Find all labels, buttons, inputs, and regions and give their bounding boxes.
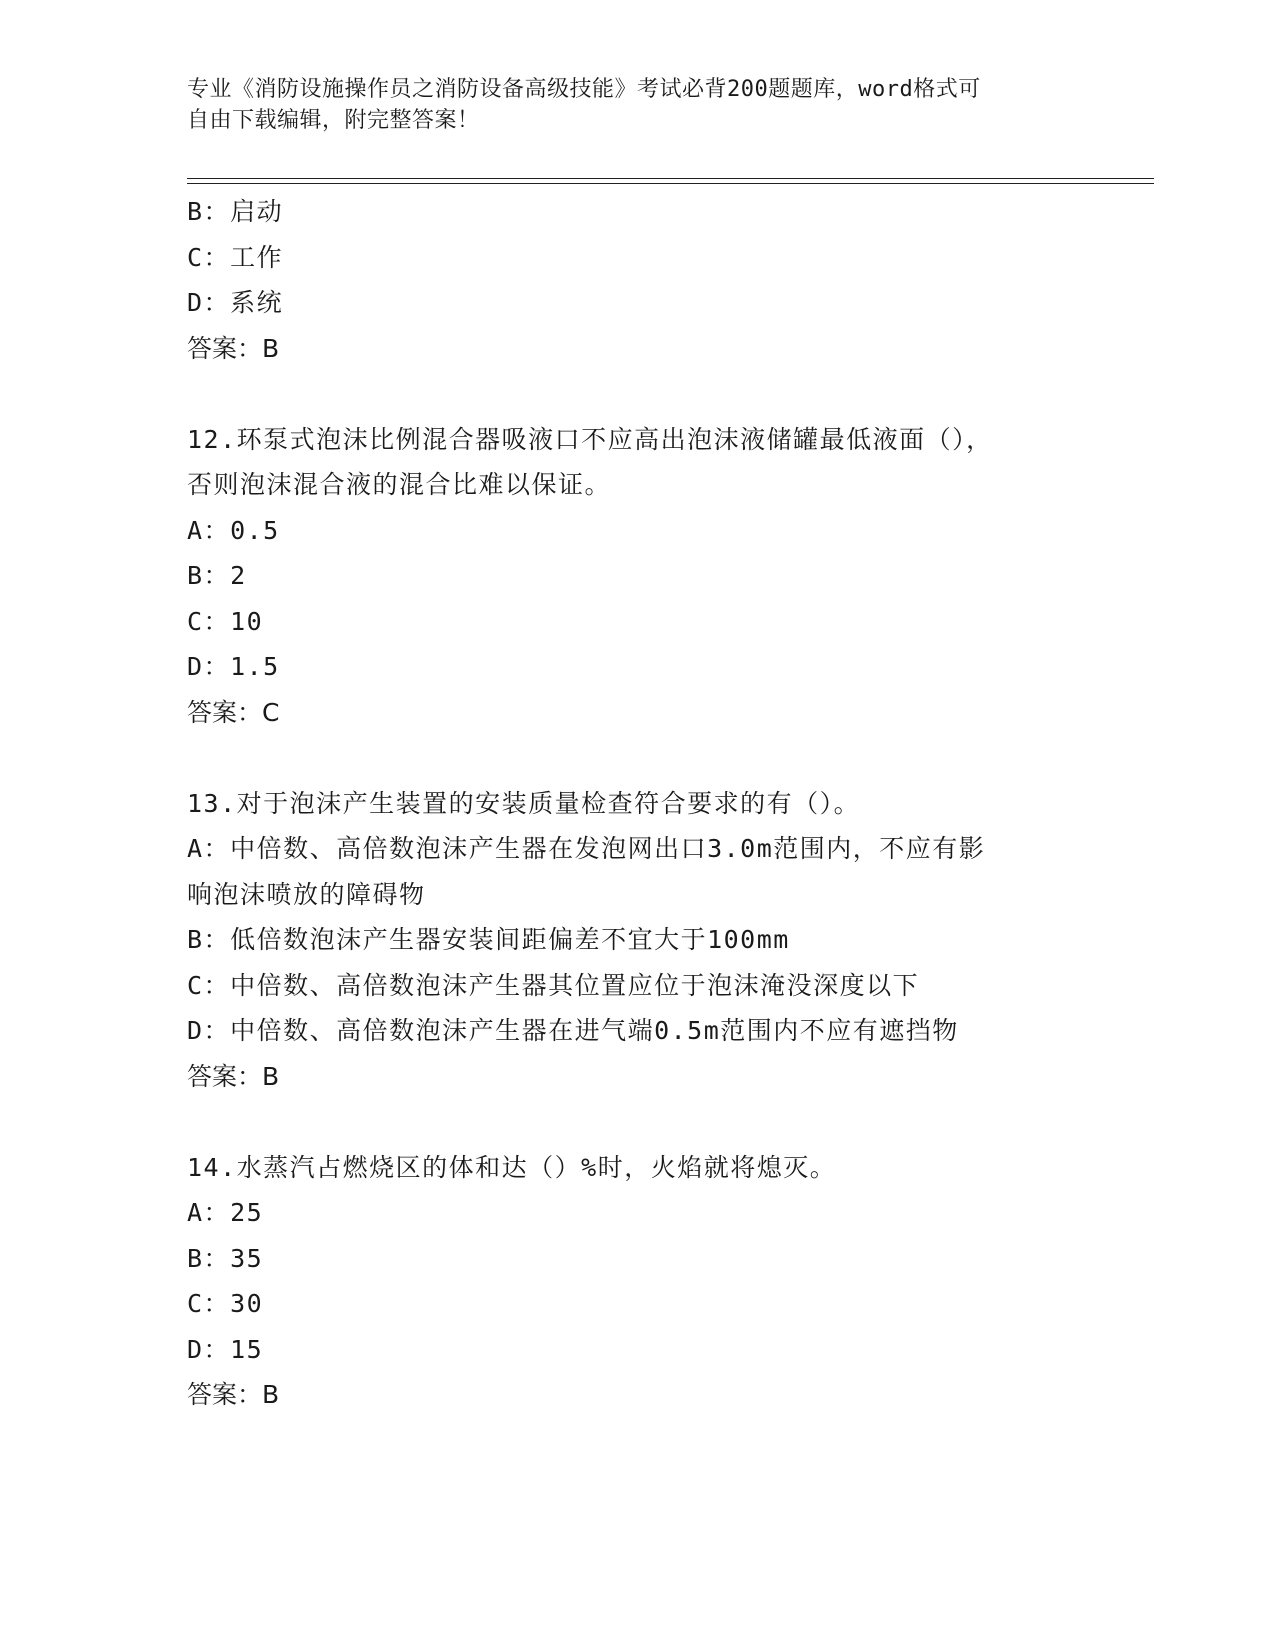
spacer [187,371,1087,417]
question-12 [187,417,1087,736]
option-a-continued: 响泡沫喷放的障碍物 [187,879,426,909]
option-c: C：工作 [187,242,284,272]
answer-line: 答案：B [187,333,280,363]
option-c: C：10 [187,606,264,636]
option-a: A：中倍数、高倍数泡沫产生器在发泡网出口3.0m范围内，不应有影 [187,834,986,863]
header-line-2: 自由下载编辑，附完整答案！ [187,108,480,133]
question-13 [187,781,1087,1100]
header-line-1: 专业《消防设施操作员之消防设备高级技能》考试必背200题题库，word格式可 [187,77,981,102]
header-divider-bottom [187,183,1154,184]
question-content [187,189,1087,1418]
option-d: D：1.5 [187,652,280,681]
option-c: C：中倍数、高倍数泡沫产生器其位置应位于泡沫淹没深度以下 [187,970,920,1000]
answer-line: 答案：B [187,1061,280,1091]
question-stem: 14.水蒸汽占燃烧区的体和达（）%时，火焰就将熄灭。 [187,1152,837,1182]
option-b: B：35 [187,1243,264,1273]
option-a: A：0.5 [187,515,280,545]
option-b: B：启动 [187,197,284,226]
document-header [187,74,1067,136]
option-d: D：15 [187,1334,264,1364]
option-d: D：系统 [187,288,284,317]
option-c: C：30 [187,1289,264,1318]
option-d: D：中倍数、高倍数泡沫产生器在进气端0.5m范围内不应有遮挡物 [187,1016,959,1045]
answer-line: 答案：B [187,1380,280,1409]
question-14 [187,1145,1087,1418]
option-b: B：2 [187,561,247,590]
spacer [187,735,1087,781]
answer-line: 答案：C [187,697,280,727]
option-b: B：低倍数泡沫产生器安装间距偏差不宜大于100mm [187,925,790,954]
spacer [187,1099,1087,1145]
option-a: A：25 [187,1198,264,1227]
question-stem: 13.对于泡沫产生装置的安装质量检查符合要求的有（）。 [187,788,861,818]
question-stem-continued: 否则泡沫混合液的混合比难以保证。 [187,470,612,499]
question-stem: 12.环泵式泡沫比例混合器吸液口不应高出泡沫液储罐最低液面（）， [187,424,993,454]
prev-question-block [187,189,1087,371]
header-divider-top [187,178,1154,179]
